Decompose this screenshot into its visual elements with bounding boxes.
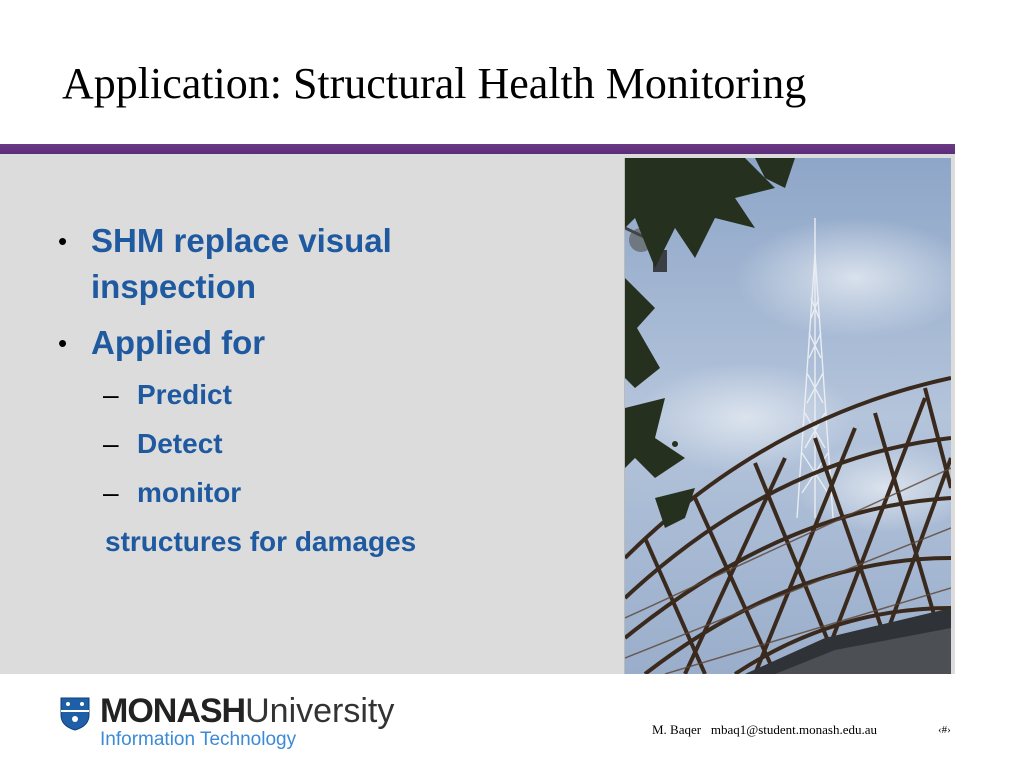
monash-crest-icon [60,697,90,731]
slide-title: Application: Structural Health Monitoring [62,59,807,108]
brand-regular: University [245,692,395,730]
sub-bullet-text: monitor [137,477,242,508]
sub-bullet-text: Predict [137,379,232,410]
bullet-item [58,218,538,310]
author-email: mbaq1@student.monash.edu.au [710,722,877,737]
bullet-list [58,218,538,566]
bullet-text: Applied for [91,324,266,361]
sub-bullet-text: Detect [137,428,223,459]
sub-bullet-item [58,419,538,468]
title-divider-bar [0,144,955,154]
page-number: ‹#› [938,724,951,736]
sub-bullet-item [58,370,538,419]
continuation-text: structures for damages [105,526,417,557]
university-name [100,694,394,728]
bullet-item [58,320,538,366]
sub-bullet-item [58,468,538,517]
bullet-marker: • [58,328,68,358]
spire-photo [624,158,951,674]
bullet-marker: • [58,226,68,256]
department-name: Information Technology [100,729,297,750]
brand-bold: MONASH [100,692,246,730]
footer-author-info [652,722,877,738]
dash-marker: – [103,379,119,410]
author-name: M. Baqer [652,722,702,737]
dash-marker: – [103,428,119,459]
dash-marker: – [103,477,119,508]
bullet-text: SHM replace visual inspection [91,222,392,305]
